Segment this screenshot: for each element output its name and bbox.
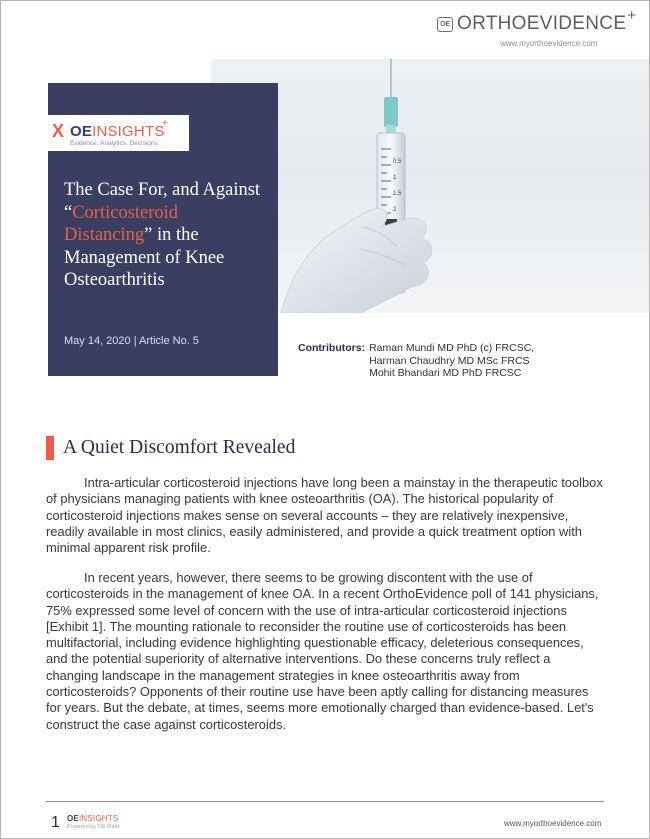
contributors-label: Contributors: — [298, 342, 366, 354]
paragraph: In recent years, however, there seems to be growing discontent with the use of corticosteroids in the management of knee OA. In a recent OrthoEvidence poll of 141 physicians, 75% expressed some level of concern with the use of intra-articular corticosteroid injections [Exhibit 1]. The mounting rationale to reconsider the routine use of corticosteroids has been multifactorial, including evidence highlighting questionable efficacy, deleterious consequences, and the potential superiority of alternative interventions. Do these concerns truly reflect a changing landscape in the management strategies in knee osteoarthritis away from corticosteroids? Opponents of their routine use have been aptly calling for distancing measures for years. But the debate, at times, seems more emotionally charged than evidence-based. Let's construct the case against corticosteroids. — [46, 570, 599, 732]
header-url[interactable]: www.myorthoevidence.com — [500, 39, 598, 48]
brand-plus: + — [627, 6, 637, 24]
logo-tagline: Evidence, Analytics, Decisions — [70, 140, 158, 147]
syringe-mark: 0.5 — [393, 159, 402, 165]
contributor-name: Raman Mundi MD PhD (c) FRCSC, — [369, 342, 535, 354]
footer-tagline: Powered by OE Mind — [67, 824, 119, 830]
logo-wordmark: OEINSIGHTS — [70, 123, 165, 140]
logo-plus: + — [162, 118, 168, 129]
article-meta: May 14, 2020 | Article No. 5 — [64, 335, 199, 347]
oe-insights-mark-icon: X — [52, 121, 65, 141]
section-title: A Quiet Discomfort Revealed — [63, 437, 296, 458]
footer-logo: OEINSIGHTS — [67, 814, 119, 823]
syringe-mark: 1 — [393, 175, 397, 181]
contributors — [298, 342, 534, 380]
brand-name: ORTHOEVIDENCE — [457, 13, 627, 34]
syringe-mark: 2 — [393, 207, 397, 213]
article-title: The Case For, and Against “Corticosteroid Distancing” in the Management of Knee Osteoarthritis — [64, 180, 261, 290]
brand-logo[interactable] — [437, 6, 637, 35]
oe-badge-icon: OE — [437, 17, 453, 32]
paragraph: Intra-articular corticosteroid injections have long been a mainstay in the therapeutic toolbox of physicians managing patients with knee osteoarthritis (OA). The historical popularity of corticosteroid injections makes sense on several accounts – they are relatively inexpensive, readily available in most clinics, easily administered, and provide a quick treatment option with minimal apparent risk profile. — [46, 475, 603, 556]
syringe-mark: 1.5 — [393, 191, 402, 197]
oe-insights-logo[interactable] — [48, 115, 189, 151]
footer-divider — [46, 801, 604, 802]
footer-url[interactable]: www.myorthoevidence.com — [504, 819, 602, 828]
page-number: 1 — [51, 814, 60, 831]
contributor-name: Harman Chaudhry MD MSc FRCS — [369, 354, 530, 367]
section-accent-bar — [46, 436, 54, 460]
title-accent: Corticosteroid Distancing — [64, 202, 179, 245]
title-card — [48, 83, 278, 376]
contributor-name: Mohit Bhandari MD PhD FRCSC — [369, 367, 522, 379]
